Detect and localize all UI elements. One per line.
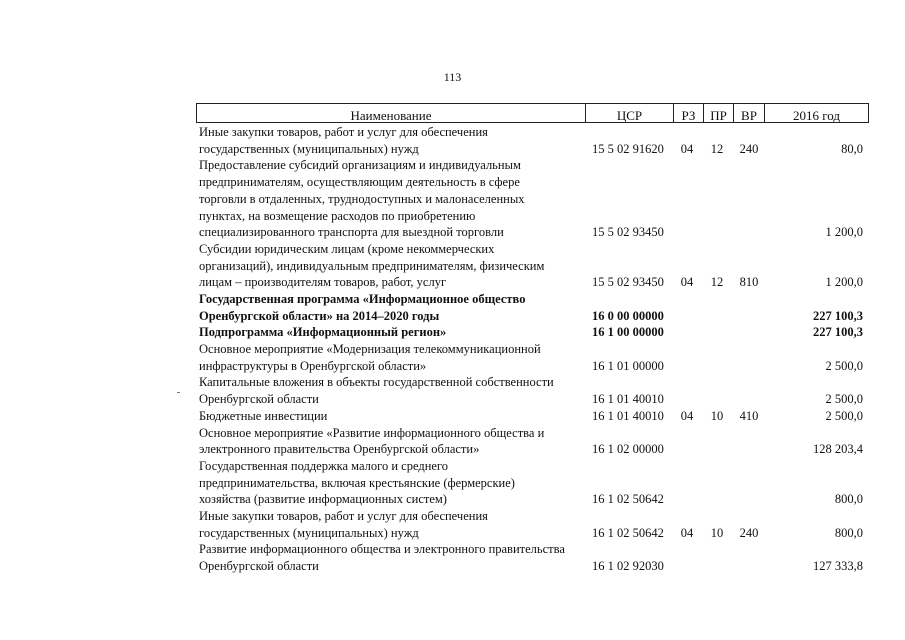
row-name-line: Иные закупки товаров, работ и услуг для обеспечения <box>199 125 488 139</box>
row-amount: 1 200,0 <box>825 275 863 290</box>
row-amount: 1 200,0 <box>825 225 863 240</box>
row-csr: 15 5 02 91620 <box>592 141 664 156</box>
table-row <box>0 124 905 157</box>
row-name-line: Бюджетные инвестиции <box>199 408 328 423</box>
row-name <box>199 341 584 374</box>
row-amount: 127 333,8 <box>813 559 863 574</box>
row-name-line: организаций), индивидуальным предпринимателям, физическим <box>199 258 545 273</box>
row-name-line: предпринимательства, включая крестьянские (фермерские) <box>199 475 515 490</box>
row-name <box>199 124 584 157</box>
row-name-line: Развитие информационного общества и электронного правительства <box>199 542 565 557</box>
row-csr: 16 1 02 50642 <box>592 492 664 507</box>
row-name-line: Государственная поддержка малого и среднего <box>199 458 448 473</box>
row-vr: 810 <box>739 275 759 290</box>
row-rz: 04 <box>680 141 694 156</box>
row-name <box>199 458 584 508</box>
row-name-line: пунктах, на возмещение расходов по приобретению <box>199 208 476 223</box>
row-name-line: Основное мероприятие «Развитие информационного общества и <box>199 425 545 440</box>
row-amount: 800,0 <box>834 492 863 507</box>
row-name <box>199 408 584 425</box>
row-name <box>199 291 584 324</box>
table-row <box>0 341 905 374</box>
row-csr: 16 1 02 50642 <box>592 525 664 540</box>
row-amount: 227 100,3 <box>813 325 863 340</box>
row-name-line: Основное мероприятие «Модернизация телекоммуникационной <box>199 342 541 357</box>
header-pr: ПР <box>703 104 733 122</box>
row-name-line: торговли в отдаленных, труднодоступных и малонаселенных <box>199 191 525 206</box>
row-name-line: Субсидии юридическим лицам (кроме некоммерческих <box>199 241 495 256</box>
row-name-line: специализированного транспорта для выездной торговли <box>199 225 504 240</box>
row-vr: 240 <box>739 141 759 156</box>
row-name-line: Оренбургской области <box>199 559 319 574</box>
row-amount: 227 100,3 <box>813 308 863 323</box>
row-amount: 2 500,0 <box>825 392 863 407</box>
header-name: Наименование <box>350 108 432 123</box>
row-vr: 240 <box>739 525 759 540</box>
row-csr: 16 1 01 40010 <box>592 392 664 407</box>
row-csr: 15 5 02 93450 <box>592 275 664 290</box>
row-rz: 04 <box>680 275 694 290</box>
row-rz: 04 <box>680 408 694 423</box>
row-name-line: Подпрограмма «Информационный регион» <box>199 325 447 340</box>
table-row <box>0 324 905 341</box>
row-amount: 2 500,0 <box>825 408 863 423</box>
row-name-line: государственных (муниципальных) нужд <box>199 141 419 156</box>
table-header <box>196 103 869 123</box>
row-name <box>199 541 584 574</box>
row-csr: 16 1 01 00000 <box>592 358 664 373</box>
table-row <box>0 425 905 458</box>
page-number: 113 <box>443 70 462 84</box>
table-body <box>0 124 905 575</box>
row-name <box>199 425 584 458</box>
table-row <box>0 291 905 324</box>
row-name-line: лицам – производителям товаров, работ, услуг <box>199 275 447 290</box>
row-csr: 16 1 00 00000 <box>592 325 664 340</box>
row-csr: 16 1 02 00000 <box>592 442 664 457</box>
header-csr: ЦСР <box>585 104 673 122</box>
row-amount: 80,0 <box>841 141 863 156</box>
row-pr: 10 <box>710 525 724 540</box>
row-name <box>199 508 584 541</box>
row-name-line: Иные закупки товаров, работ и услуг для обеспечения <box>199 509 488 524</box>
row-name-line: Оренбургской области <box>199 392 319 407</box>
row-name-line: Предоставление субсидий организациям и индивидуальным <box>199 158 521 173</box>
row-csr: 16 1 02 92030 <box>592 559 664 574</box>
header-year: 2016 год <box>764 104 868 122</box>
row-pr: 12 <box>710 275 724 290</box>
table-row <box>0 374 905 407</box>
row-name-line: Капитальные вложения в объекты государственной собственности <box>199 375 554 390</box>
row-csr: 15 5 02 93450 <box>592 225 664 240</box>
row-rz: 04 <box>680 525 694 540</box>
table-row <box>0 508 905 541</box>
table-row <box>0 408 905 425</box>
row-name-line: электронного правительства Оренбургской области» <box>199 442 480 457</box>
row-amount: 128 203,4 <box>813 442 863 457</box>
row-name-line: государственных (муниципальных) нужд <box>199 525 419 540</box>
row-name <box>199 157 584 241</box>
row-amount: 2 500,0 <box>825 358 863 373</box>
row-name <box>199 324 584 341</box>
header-vr: ВР <box>733 104 764 122</box>
row-csr: 16 1 01 40010 <box>592 408 664 423</box>
row-name-line: Государственная программа «Информационное общество <box>199 291 526 306</box>
row-pr: 10 <box>710 408 724 423</box>
table-row <box>0 157 905 241</box>
row-name <box>199 374 584 407</box>
table-row <box>0 458 905 508</box>
row-name-line: Оренбургской области» на 2014–2020 годы <box>199 308 440 323</box>
row-pr: 12 <box>710 141 724 156</box>
row-csr: 16 0 00 00000 <box>592 308 664 323</box>
row-name <box>199 241 584 291</box>
row-name-line: инфраструктуры в Оренбургской области» <box>199 358 427 373</box>
row-amount: 800,0 <box>834 525 863 540</box>
table-row <box>0 541 905 574</box>
header-rz: РЗ <box>673 104 703 122</box>
table-row <box>0 241 905 291</box>
row-vr: 410 <box>739 408 759 423</box>
row-name-line: предпринимателям, осуществляющим деятельность в сфере <box>199 175 520 190</box>
row-name-line: хозяйства (развитие информационных систем) <box>199 492 447 507</box>
